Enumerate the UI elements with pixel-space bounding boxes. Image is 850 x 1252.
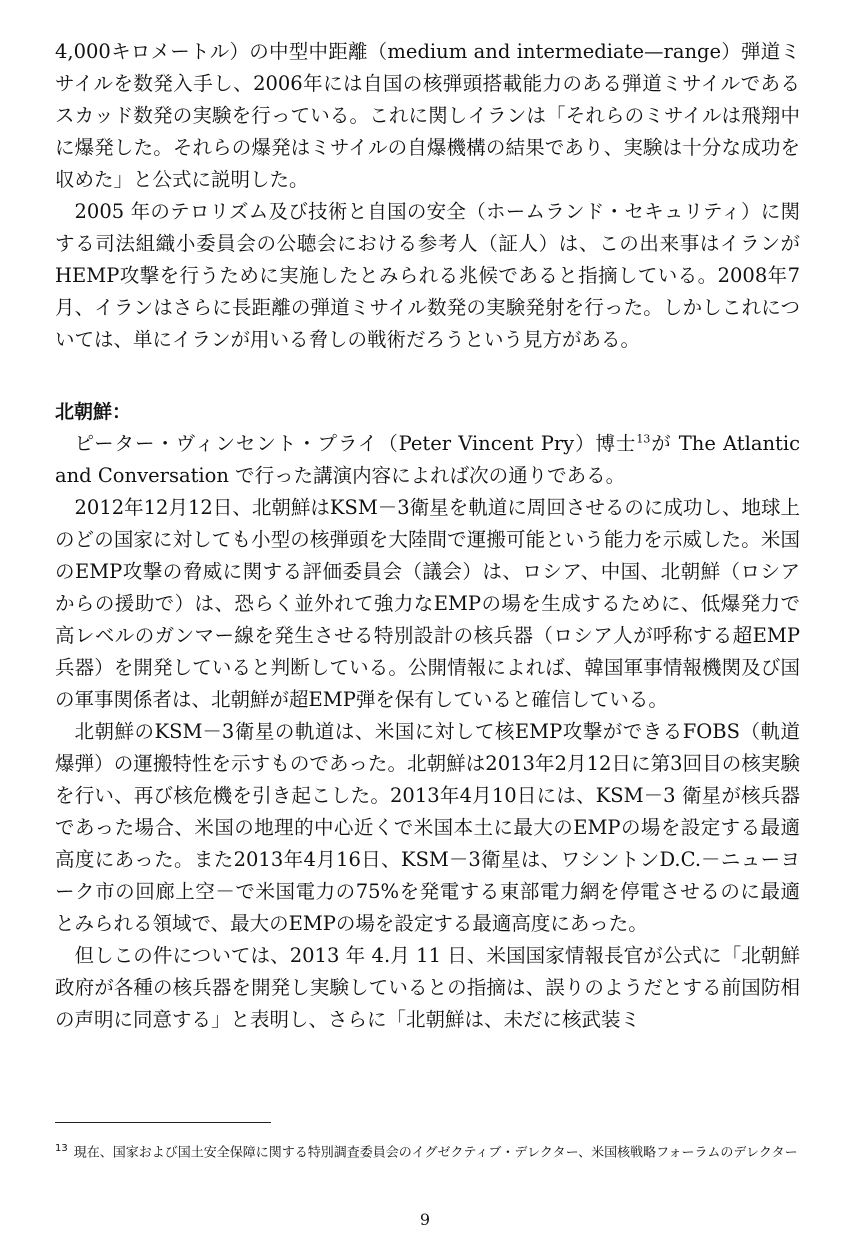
footnote [55, 1138, 800, 1164]
footnote-reference: 13 [636, 432, 651, 446]
paragraph-iran-hemp: 2005 年のテロリズム及び技術と自国の安全（ホームランド・セキュリティ）に関する司法組織小委員会の公聴会における参考人（証人）は、この出来事はイランがHEMP攻撃を行うために実施したとみられる兆候であると指摘している。2008年7月、イランはさらに長距離の弾道ミサイル数発の実験発射を行った。しかしこれについては、単にイランが用いる脅しの戦術だろうという見方がある。 [55, 200, 800, 351]
footnote-divider [55, 1122, 271, 1123]
footnote-number: 13 [55, 1143, 68, 1154]
pry-text-after: が The Atlantic and Conversation で行った講演内容によれば次の通りである。 [55, 432, 800, 487]
paragraph-dni-statement: 但しこの件については、2013 年 4.月 11 日、米国国家情報長官が公式に「北朝鮮政府が各種の核兵器を開発し実験しているとの指摘は、誤りのようだとする前国防相の声明に同意する」と表明し、さらに「北朝鮮は、未だに核武装ミ [55, 944, 800, 1031]
paragraph-ksm3-launch: 2012年12月12日、北朝鮮はKSM－3衛星を軌道に周回させるのに成功し、地球上のどの国家に対しても小型の核弾頭を大陸間で運搬可能という能力を示威した。米国のEMP攻撃の脅威に関する評価委員会（議会）は、ロシア、中国、北朝鮮（ロシアからの援助で）は、恐らく並外れて強力なEMPの場を生成するために、低爆発力で高レベルのガンマー線を発生させる特別設計の核兵器（ロシア人が呼称する超EMP兵器）を開発していると判断している。公開情報によれば、韓国軍事情報機関及び国の軍事関係者は、北朝鮮が超EMP弾を保有していると確信している。 [55, 496, 800, 711]
page-number: 9 [419, 1210, 431, 1229]
footnote-text: 現在、国家および国土安全保障に関する特別調査委員会のイグゼクティブ・デレクター、米国核戦略フォーラムのデレクター [73, 1145, 798, 1161]
pry-text-before: ピーター・ヴィンセント・プライ（Peter Vincent Pry）博士 [74, 432, 637, 455]
paragraph-ksm3-orbit: 北朝鮮のKSM－3衛星の軌道は、米国に対して核EMP攻撃ができるFOBS（軌道爆弾）の運搬特性を示すものであった。北朝鮮は2013年2月12日に第3回目の核実験を行い、再び核危機を引き起こした。2013年4月10日には、KSM－3 衛星が核兵器であった場合、米国の地理的中心近くで米国本土に最大のEMPの場を設定する最適高度にあった。また2013年4月16日、KSM－3衛星は、ワシントンD.C.－ニューヨーク市の回廊上空－で米国電力の75%を発電する東部電力網を停電させるのに最適とみられる領域で、最大のEMPの場を設定する最適高度にあった。 [55, 720, 800, 935]
section-gap [55, 356, 800, 396]
paragraph-missile-acquisition: 4,000キロメートル）の中型中距離（medium and intermediate—range）弾道ミサイルを数発入手し、2006年には自国の核弾頭搭載能力のある弾道ミサイルであるスカッド数発の実験を行っている。これに関しイランは「それらのミサイルは飛翔中に爆発した。それらの爆発はミサイルの自爆機構の結果であり、実験は十分な成功を収めた」と公式に説明した。 [55, 40, 800, 191]
body-text [55, 36, 800, 1036]
paragraph-pry-lecture [55, 428, 800, 492]
section-heading-north-korea: 北朝鮮： [55, 401, 132, 423]
